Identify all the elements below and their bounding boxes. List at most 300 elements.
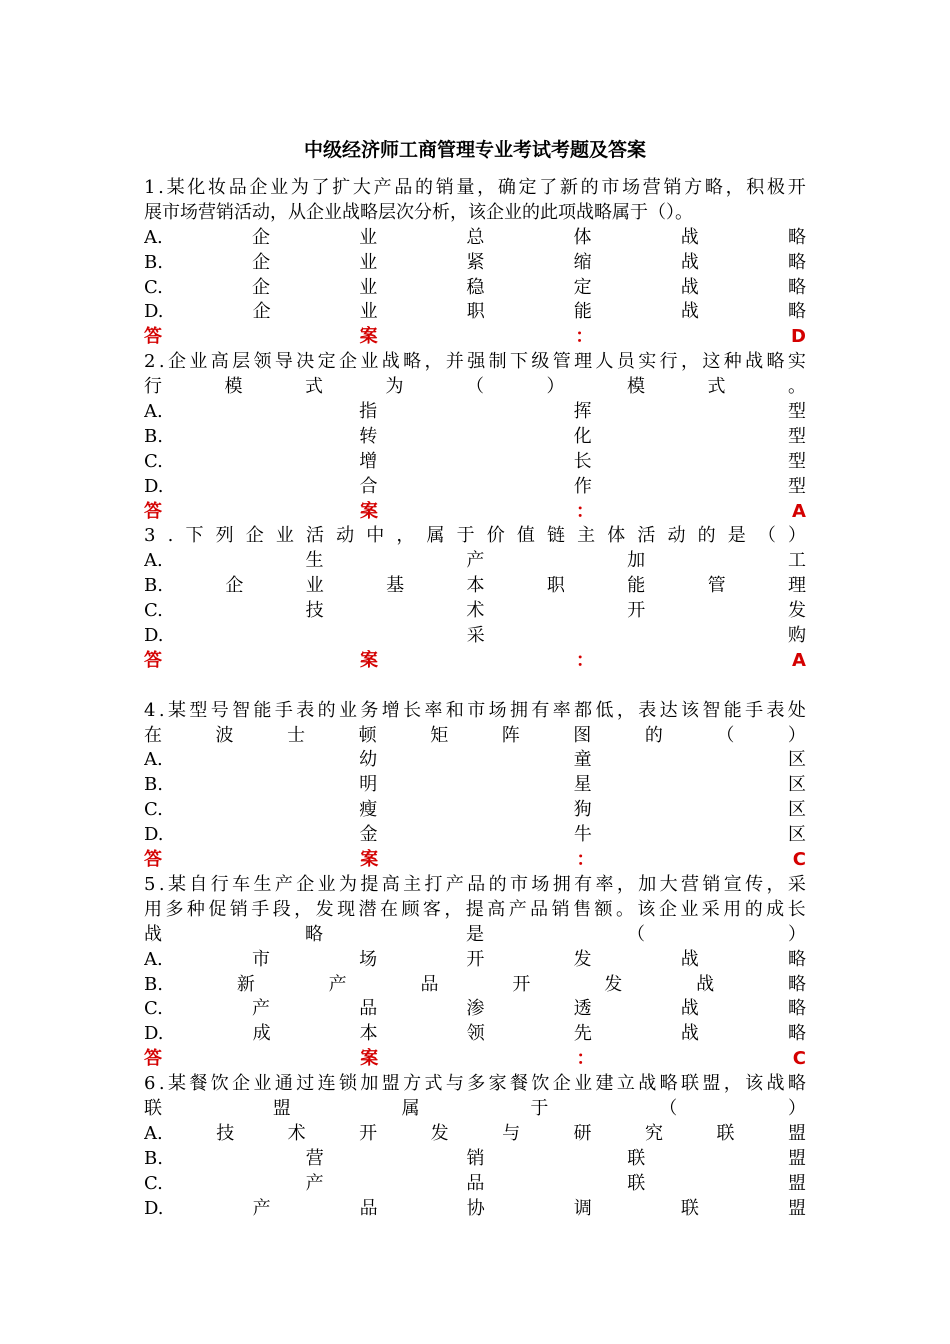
text-glyph: ， bbox=[680, 351, 699, 373]
text-glyph: ） bbox=[787, 525, 806, 547]
option-letter: B. bbox=[144, 1147, 163, 1169]
option-letter: A. bbox=[144, 749, 163, 771]
text-glyph: 品 bbox=[467, 873, 486, 895]
option-glyph: 略 bbox=[787, 973, 806, 995]
option-glyph: 购 bbox=[787, 625, 806, 647]
answer-line bbox=[144, 848, 806, 873]
option-glyph: 发 bbox=[604, 973, 623, 995]
text-glyph: 的 bbox=[580, 177, 599, 198]
text-glyph: 1 bbox=[144, 177, 156, 198]
text-glyph: 层 bbox=[232, 351, 251, 373]
option-glyph: 理 bbox=[787, 575, 806, 597]
option-glyph: 指 bbox=[359, 401, 378, 423]
answer-value: A bbox=[792, 500, 806, 522]
text-glyph: 图 bbox=[573, 724, 592, 746]
option-glyph: 联 bbox=[627, 1147, 646, 1169]
text-glyph: 智 bbox=[702, 699, 721, 721]
text-glyph: 极 bbox=[766, 177, 785, 198]
option-glyph: 成 bbox=[252, 1023, 271, 1045]
text-glyph: 顾 bbox=[401, 898, 420, 920]
text-glyph: 企 bbox=[232, 1073, 251, 1095]
option-d bbox=[144, 1197, 806, 1222]
question-list bbox=[144, 176, 806, 1221]
option-b bbox=[144, 425, 806, 450]
text-glyph: 高 bbox=[210, 351, 229, 373]
text-glyph: 产 bbox=[445, 873, 464, 895]
text-glyph: 行 bbox=[144, 376, 162, 398]
text-glyph: 打 bbox=[424, 873, 443, 895]
text-glyph: 企 bbox=[552, 1073, 571, 1095]
option-glyph: 瘦 bbox=[359, 799, 378, 821]
text-glyph: 建 bbox=[595, 1073, 614, 1095]
option-glyph: 缩 bbox=[573, 251, 592, 273]
option-glyph: 调 bbox=[573, 1197, 592, 1219]
answer-label: 案 bbox=[360, 1048, 379, 1070]
text-glyph: 是 bbox=[466, 923, 484, 945]
text-glyph: ， bbox=[723, 1073, 742, 1095]
text-glyph: 顿 bbox=[358, 724, 377, 746]
text-glyph: 于 bbox=[456, 525, 475, 547]
answer-value: D bbox=[791, 326, 806, 348]
option-glyph: 究 bbox=[645, 1122, 664, 1144]
text-glyph: 客 bbox=[422, 898, 441, 920]
text-glyph: 员 bbox=[616, 351, 635, 373]
option-glyph: 工 bbox=[787, 550, 806, 572]
option-glyph: 联 bbox=[627, 1172, 646, 1194]
text-glyph: 业 bbox=[270, 177, 289, 198]
text-glyph: 潜 bbox=[358, 898, 377, 920]
text-glyph: 企 bbox=[658, 898, 677, 920]
option-glyph: 领 bbox=[466, 1023, 485, 1045]
question-stem-line bbox=[144, 350, 806, 375]
text-glyph: 略 bbox=[305, 923, 323, 945]
text-glyph: 立 bbox=[616, 1073, 635, 1095]
text-glyph: 过 bbox=[296, 1073, 315, 1095]
option-glyph: 型 bbox=[787, 450, 806, 472]
text-glyph: 大 bbox=[352, 177, 371, 198]
option-glyph: 战 bbox=[680, 998, 699, 1020]
option-glyph: 明 bbox=[359, 774, 378, 796]
option-glyph: 企 bbox=[252, 301, 271, 323]
option-d bbox=[144, 823, 806, 848]
text-glyph: 战 bbox=[745, 351, 764, 373]
answer-label: 答 bbox=[144, 500, 162, 522]
question-1 bbox=[144, 176, 806, 350]
option-glyph: 童 bbox=[573, 749, 592, 771]
text-glyph: 积 bbox=[746, 177, 765, 198]
option-glyph: 狗 bbox=[573, 799, 592, 821]
text-glyph: . bbox=[158, 699, 165, 721]
answer-value: C bbox=[792, 849, 806, 871]
text-glyph: 5 bbox=[144, 873, 156, 895]
text-glyph: 理 bbox=[574, 351, 593, 373]
text-glyph: . bbox=[158, 177, 164, 198]
option-letter: C. bbox=[144, 450, 163, 472]
text-glyph: 锁 bbox=[338, 1073, 357, 1095]
answer-label: 案 bbox=[360, 500, 379, 522]
text-glyph: 营 bbox=[642, 177, 661, 198]
text-glyph: 值 bbox=[516, 525, 535, 547]
text-glyph: 属 bbox=[401, 1097, 420, 1119]
answer-label: 答 bbox=[144, 326, 162, 348]
option-glyph: 加 bbox=[627, 550, 646, 572]
text-glyph: （ bbox=[757, 525, 776, 547]
option-glyph: 产 bbox=[305, 1172, 324, 1194]
text-glyph: 6 bbox=[144, 1073, 156, 1095]
option-glyph: 营 bbox=[305, 1147, 324, 1169]
text-glyph: 强 bbox=[467, 351, 486, 373]
text-glyph: 领 bbox=[253, 351, 272, 373]
question-5 bbox=[144, 873, 806, 1072]
text-glyph: 销 bbox=[435, 177, 454, 198]
text-glyph: 士 bbox=[287, 724, 306, 746]
text-glyph: 传 bbox=[745, 873, 764, 895]
text-glyph: 模 bbox=[627, 376, 645, 398]
text-glyph: 体 bbox=[607, 525, 626, 547]
answer-label: ： bbox=[576, 500, 595, 522]
option-glyph: 战 bbox=[696, 973, 715, 995]
text-glyph: 列 bbox=[215, 525, 234, 547]
text-glyph: 战 bbox=[144, 923, 162, 945]
text-glyph: 拥 bbox=[552, 873, 571, 895]
answer-line bbox=[144, 325, 806, 350]
text-glyph: 是 bbox=[727, 525, 746, 547]
option-glyph: 产 bbox=[252, 1197, 271, 1219]
text-glyph: （ bbox=[659, 1097, 678, 1119]
text-glyph: （ bbox=[716, 724, 735, 746]
option-glyph: 型 bbox=[787, 425, 806, 447]
text-glyph: 了 bbox=[539, 177, 558, 198]
option-glyph: 技 bbox=[305, 600, 324, 622]
answer-label: 案 bbox=[360, 649, 379, 671]
text-glyph: 都 bbox=[574, 699, 593, 721]
text-glyph: 促 bbox=[208, 898, 227, 920]
option-glyph: 发 bbox=[430, 1122, 449, 1144]
option-letter: C. bbox=[144, 600, 163, 622]
text-glyph: 确 bbox=[497, 177, 516, 198]
text-glyph: 业 bbox=[338, 699, 357, 721]
option-glyph: 区 bbox=[787, 774, 806, 796]
text-glyph: 生 bbox=[253, 873, 272, 895]
text-glyph: ） bbox=[787, 1097, 806, 1119]
option-letter: B. bbox=[144, 575, 163, 597]
option-glyph: 品 bbox=[420, 973, 439, 995]
option-b bbox=[144, 973, 806, 998]
option-a bbox=[144, 1122, 806, 1147]
text-glyph: 波 bbox=[215, 724, 234, 746]
text-glyph: 长 bbox=[787, 898, 806, 920]
option-glyph: 职 bbox=[546, 575, 565, 597]
text-glyph: 新 bbox=[559, 177, 578, 198]
answer-label: ： bbox=[576, 649, 595, 671]
text-glyph: 为 bbox=[385, 376, 404, 398]
text-glyph: 销 bbox=[229, 898, 248, 920]
option-glyph: 企 bbox=[251, 226, 270, 248]
text-glyph: 业 bbox=[253, 1073, 272, 1095]
text-glyph: 通 bbox=[274, 1073, 293, 1095]
answer-line bbox=[144, 649, 806, 674]
answer-label: ： bbox=[576, 1048, 595, 1070]
option-glyph: 品 bbox=[359, 998, 378, 1020]
text-glyph: 这 bbox=[702, 351, 721, 373]
option-letter: A. bbox=[144, 1122, 163, 1144]
text-glyph: 品 bbox=[530, 898, 549, 920]
text-glyph: 手 bbox=[251, 898, 270, 920]
text-glyph: 种 bbox=[723, 351, 742, 373]
text-glyph: 务 bbox=[360, 699, 379, 721]
option-glyph: 产 bbox=[328, 973, 347, 995]
option-glyph: 化 bbox=[573, 425, 592, 447]
option-glyph: 稳 bbox=[466, 276, 485, 298]
option-a bbox=[144, 748, 806, 773]
text-glyph: 该 bbox=[745, 1073, 764, 1095]
option-glyph: 总 bbox=[466, 226, 485, 248]
option-letter: D. bbox=[144, 475, 164, 497]
option-d bbox=[144, 300, 806, 325]
text-glyph: 餐 bbox=[509, 1073, 528, 1095]
option-glyph: 开 bbox=[359, 1122, 378, 1144]
question-stem-line bbox=[144, 1072, 806, 1097]
text-glyph: 的 bbox=[644, 724, 663, 746]
text-glyph: 业 bbox=[275, 525, 294, 547]
page-title: 中级经济师工商管理专业考试考题及答案 bbox=[303, 139, 646, 161]
text-glyph: 型 bbox=[189, 699, 208, 721]
option-glyph: 企 bbox=[252, 251, 271, 273]
option-glyph: 企 bbox=[225, 575, 244, 597]
text-glyph: 用 bbox=[144, 898, 162, 920]
text-glyph: ， bbox=[616, 699, 635, 721]
text-glyph: ） bbox=[787, 724, 806, 746]
text-glyph: 市 bbox=[601, 177, 620, 198]
text-glyph: 手 bbox=[745, 699, 764, 721]
option-glyph: 型 bbox=[788, 401, 806, 423]
option-glyph: 开 bbox=[627, 600, 646, 622]
text-glyph: 有 bbox=[531, 699, 550, 721]
text-glyph: 率 bbox=[595, 873, 614, 895]
option-c bbox=[144, 798, 806, 823]
text-glyph: 提 bbox=[465, 898, 484, 920]
question-stem-line bbox=[144, 1097, 806, 1122]
text-glyph: 额 bbox=[594, 898, 613, 920]
question-4 bbox=[144, 699, 806, 873]
text-glyph: 化 bbox=[187, 177, 206, 198]
text-glyph: 行 bbox=[659, 351, 678, 373]
text-glyph: 宣 bbox=[723, 873, 742, 895]
question-stem-line bbox=[144, 699, 806, 724]
text-glyph: 用 bbox=[723, 898, 742, 920]
option-glyph: 品 bbox=[359, 1197, 378, 1219]
text-glyph: 并 bbox=[445, 351, 464, 373]
option-glyph: 业 bbox=[359, 226, 378, 248]
option-glyph: 星 bbox=[573, 774, 592, 796]
text-glyph: （ bbox=[627, 923, 645, 945]
text-glyph: 加 bbox=[638, 873, 657, 895]
option-letter: A. bbox=[144, 401, 163, 423]
option-glyph: 作 bbox=[573, 475, 592, 497]
text-glyph: 企 bbox=[167, 351, 186, 373]
text-glyph: 和 bbox=[445, 699, 464, 721]
option-glyph: 体 bbox=[573, 226, 592, 248]
text-glyph: 表 bbox=[766, 699, 785, 721]
option-a bbox=[144, 400, 806, 425]
answer-line bbox=[144, 1047, 806, 1072]
option-c bbox=[144, 450, 806, 475]
text-glyph: 品 bbox=[394, 177, 413, 198]
text-glyph: 业 bbox=[317, 873, 336, 895]
option-glyph: 略 bbox=[787, 251, 806, 273]
question-stem-line bbox=[144, 923, 806, 948]
option-b bbox=[144, 251, 806, 276]
text-glyph: 为 bbox=[338, 873, 357, 895]
text-glyph: 业 bbox=[574, 1073, 593, 1095]
option-glyph: 发 bbox=[573, 948, 592, 970]
text-glyph: 企 bbox=[296, 873, 315, 895]
answer-line bbox=[144, 500, 806, 525]
text-glyph: 市 bbox=[509, 873, 528, 895]
text-glyph: 实 bbox=[787, 351, 806, 373]
option-glyph: 长 bbox=[573, 450, 592, 472]
text-glyph: 段 bbox=[272, 898, 291, 920]
option-glyph: 产 bbox=[252, 998, 271, 1020]
option-glyph: 区 bbox=[787, 824, 806, 846]
option-glyph: 战 bbox=[680, 301, 699, 323]
option-glyph: 战 bbox=[680, 276, 699, 298]
text-glyph: 盟 bbox=[381, 1073, 400, 1095]
option-glyph: 盟 bbox=[787, 1197, 806, 1219]
option-letter: C. bbox=[144, 799, 163, 821]
option-glyph: 战 bbox=[680, 251, 699, 273]
option-d bbox=[144, 475, 806, 500]
text-glyph: 方 bbox=[684, 177, 703, 198]
question-stem-line bbox=[144, 898, 806, 923]
text-glyph: 产 bbox=[274, 873, 293, 895]
text-glyph: 人 bbox=[595, 351, 614, 373]
option-glyph: 业 bbox=[359, 251, 378, 273]
text-glyph: . bbox=[158, 351, 165, 373]
option-glyph: 开 bbox=[466, 948, 485, 970]
text-glyph: 式 bbox=[424, 1073, 443, 1095]
text-glyph: 多 bbox=[165, 898, 184, 920]
text-glyph: 的 bbox=[697, 525, 716, 547]
option-letter: D. bbox=[144, 824, 164, 846]
text-glyph: 的 bbox=[415, 177, 434, 198]
text-glyph: 中 bbox=[366, 525, 385, 547]
option-glyph: 定 bbox=[573, 276, 592, 298]
text-glyph: 提 bbox=[360, 873, 379, 895]
text-glyph: 增 bbox=[381, 699, 400, 721]
option-glyph: 合 bbox=[359, 475, 378, 497]
text-glyph: 成 bbox=[766, 898, 785, 920]
option-glyph: 区 bbox=[787, 799, 806, 821]
option-glyph: 业 bbox=[359, 301, 378, 323]
text-glyph: 盟 bbox=[272, 1097, 291, 1119]
text-glyph: 矩 bbox=[430, 724, 449, 746]
text-glyph: 扩 bbox=[332, 177, 351, 198]
text-glyph: 实 bbox=[638, 351, 657, 373]
text-glyph: ） bbox=[546, 376, 565, 398]
text-glyph: 高 bbox=[381, 873, 400, 895]
option-letter: B. bbox=[144, 425, 163, 447]
text-glyph: 产 bbox=[508, 898, 527, 920]
option-glyph: 先 bbox=[573, 1023, 592, 1045]
text-glyph: 有 bbox=[574, 873, 593, 895]
option-glyph: 采 bbox=[466, 625, 485, 647]
text-glyph: ， bbox=[766, 873, 785, 895]
text-glyph: （ bbox=[466, 376, 484, 398]
text-glyph: 主 bbox=[403, 873, 422, 895]
text-glyph: 动 bbox=[336, 525, 355, 547]
text-glyph: 能 bbox=[253, 699, 272, 721]
text-glyph: 品 bbox=[228, 177, 247, 198]
text-glyph: 种 bbox=[186, 898, 205, 920]
option-letter: C. bbox=[144, 1172, 163, 1194]
text-glyph: 企 bbox=[245, 525, 264, 547]
text-glyph: 达 bbox=[659, 699, 678, 721]
text-glyph: 销 bbox=[663, 177, 682, 198]
option-glyph: 研 bbox=[573, 1122, 592, 1144]
option-glyph: 金 bbox=[359, 824, 378, 846]
option-glyph: 略 bbox=[787, 998, 806, 1020]
option-letter: D. bbox=[144, 1023, 164, 1045]
text-glyph: 该 bbox=[680, 699, 699, 721]
text-glyph: 。 bbox=[788, 376, 806, 398]
text-glyph: 的 bbox=[744, 898, 763, 920]
text-glyph: 加 bbox=[360, 1073, 379, 1095]
option-letter: C. bbox=[144, 276, 163, 298]
option-glyph: 挥 bbox=[573, 401, 592, 423]
text-glyph: 在 bbox=[379, 898, 398, 920]
text-glyph: 家 bbox=[488, 1073, 507, 1095]
question-stem-line bbox=[144, 724, 806, 749]
option-c bbox=[144, 1172, 806, 1197]
option-glyph: 业 bbox=[305, 575, 324, 597]
option-glyph: 品 bbox=[466, 1172, 485, 1194]
text-glyph: 场 bbox=[488, 699, 507, 721]
option-glyph: 型 bbox=[787, 475, 806, 497]
text-glyph: . bbox=[167, 525, 174, 547]
text-glyph: 能 bbox=[723, 699, 742, 721]
option-glyph: 联 bbox=[716, 1122, 735, 1144]
option-glyph: 场 bbox=[359, 948, 378, 970]
text-glyph: 开 bbox=[787, 177, 806, 198]
option-glyph: 战 bbox=[680, 226, 699, 248]
answer-label: ： bbox=[576, 849, 595, 871]
text-glyph: 的 bbox=[488, 873, 507, 895]
text-glyph: 表 bbox=[296, 699, 315, 721]
option-glyph: 能 bbox=[573, 301, 592, 323]
text-glyph: 为 bbox=[290, 177, 309, 198]
text-glyph: 场 bbox=[531, 873, 550, 895]
answer-value: A bbox=[792, 649, 806, 671]
text-glyph: 联 bbox=[680, 1073, 699, 1095]
option-letter: A. bbox=[144, 226, 163, 248]
text-glyph: 战 bbox=[766, 1073, 785, 1095]
option-letter: D. bbox=[144, 625, 164, 647]
text-glyph: 号 bbox=[210, 699, 229, 721]
text-glyph: 2 bbox=[144, 351, 156, 373]
text-glyph: 略 bbox=[766, 351, 785, 373]
text-glyph: 市 bbox=[467, 699, 486, 721]
text-glyph: ） bbox=[788, 923, 806, 945]
option-a bbox=[144, 226, 806, 251]
text-glyph: 属 bbox=[426, 525, 445, 547]
question-stem-line bbox=[144, 176, 806, 201]
option-c bbox=[144, 997, 806, 1022]
option-glyph: 销 bbox=[466, 1147, 485, 1169]
option-b bbox=[144, 1147, 806, 1172]
text-glyph: 活 bbox=[305, 525, 324, 547]
option-glyph: 略 bbox=[787, 948, 806, 970]
